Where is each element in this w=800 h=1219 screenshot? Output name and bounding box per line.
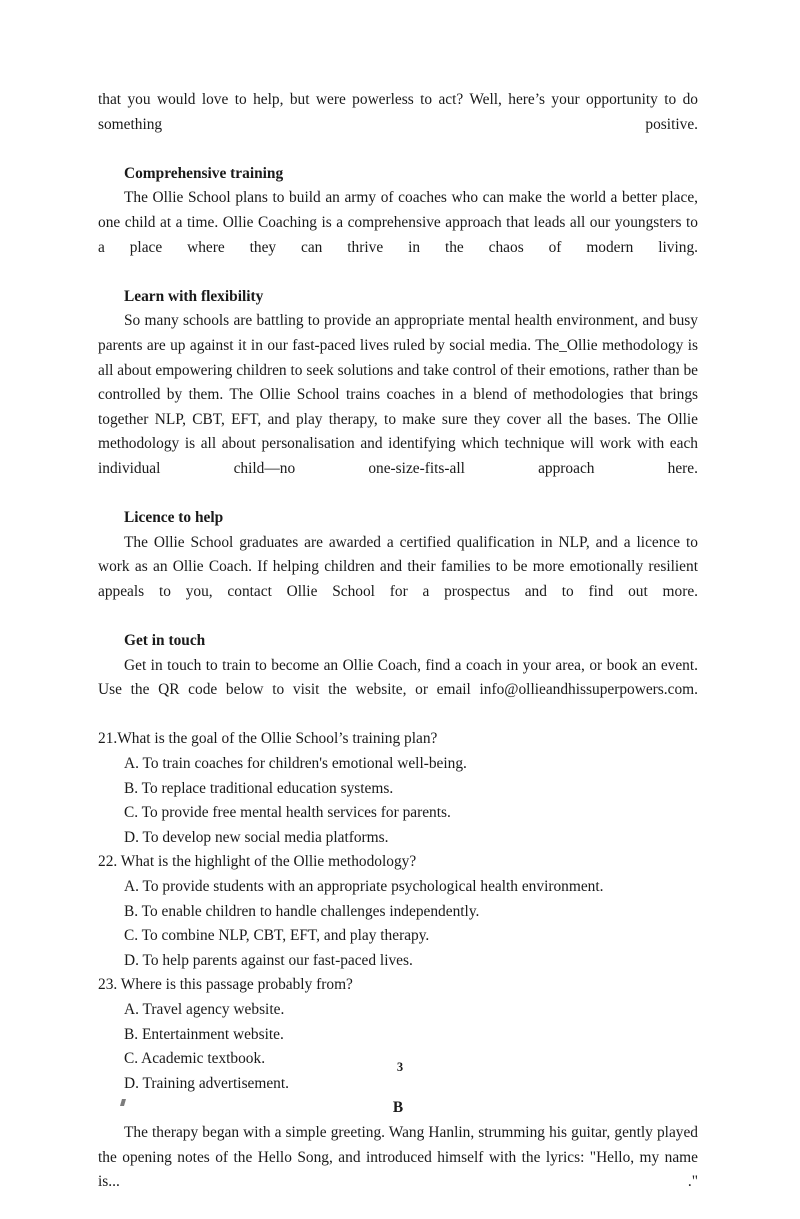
question-22-option-d[interactable]: D. To help parents against our fast-paced lives.	[124, 951, 413, 969]
question-22-option-b[interactable]: B. To enable children to handle challenges independently.	[124, 902, 480, 920]
question-21-options	[98, 752, 698, 850]
section-heading-licence-to-help: Licence to help	[124, 509, 224, 527]
question-list	[98, 727, 698, 1096]
question-23-option-c[interactable]: C. Academic textbook.	[124, 1050, 266, 1068]
question-23	[98, 973, 698, 1096]
question-21-option-d[interactable]: D. To develop new social media platforms.	[124, 828, 389, 846]
section-paragraph-licence-to-help: The Ollie School graduates are awarded a certified qualification in NLP, and a licence to work as an Ollie Coach. If helping children and their families to be more emotionally resilient appeals to you, contact Ollie School for a prospectus and to find out more.	[98, 533, 698, 600]
part-b-label: B	[392, 1099, 404, 1117]
question-23-option-a[interactable]: A. Travel agency website.	[124, 1000, 285, 1018]
question-22-options	[98, 875, 698, 973]
part-b-paragraph: The therapy began with a simple greeting. Wang Hanlin, strumming his guitar, gently played the opening notes of the Hello Song, and introduced himself with the lyrics: "Hello, my name is... ."	[98, 1123, 698, 1191]
question-22-option-c[interactable]: C. To combine NLP, CBT, EFT, and play therapy.	[124, 927, 430, 945]
section-heading-learn-with-flexibility: Learn with flexibility	[124, 287, 264, 305]
question-21-stem: 21.What is the goal of the Ollie School’s training plan?	[98, 730, 438, 748]
section-paragraph-learn-with-flexibility: So many schools are battling to provide an appropriate mental health environment, and busy parents are up against it in our fast-paced lives ruled by social media. The_Ollie methodology is all about empowering children to seek solutions and take control of their emotions, rather than be controlled by them. The Ollie School trains coaches in a blend of methodologies that brings together NLP, CBT, EFT, and play therapy, to make sure they cover all the bases. The Ollie methodology is all about personalisation and identifying which technique will work with each individual child—no one-size-fits-all approach here.	[98, 312, 698, 477]
question-23-option-d[interactable]: D. Training advertisement.	[124, 1074, 290, 1092]
section-heading-comprehensive-training: Comprehensive training	[124, 164, 284, 182]
text-column	[98, 88, 698, 1219]
question-23-options	[98, 998, 698, 1096]
question-22-option-a[interactable]: A. To provide students with an appropriate psychological health environment.	[124, 878, 604, 895]
section-heading-get-in-touch: Get in touch	[124, 632, 206, 650]
question-21	[98, 727, 698, 850]
question-21-option-b[interactable]: B. To replace traditional education systems.	[124, 779, 394, 797]
continued-paragraph: that you would love to help, but were powerless to act? Well, here’s your opportunity to do something positive.	[98, 91, 698, 133]
question-22-stem: 22. What is the highlight of the Ollie methodology?	[98, 853, 417, 871]
section-paragraph-comprehensive-training: The Ollie School plans to build an army of coaches who can make the world a better place, one child at a time. Ollie Coaching is a comprehensive approach that leads all our youngsters to a place where they can thrive in the chaos of modern living.	[98, 189, 698, 256]
page-number: 3	[396, 1060, 404, 1074]
question-21-option-c[interactable]: C. To provide free mental health services for parents.	[124, 804, 451, 822]
question-23-stem: 23. Where is this passage probably from?	[98, 976, 353, 994]
section-paragraph-get-in-touch: Get in touch to train to become an Ollie Coach, find a coach in your area, or book an event. Use the QR code below to visit the website, or email info@ollieandhissuperpowers.com.	[98, 656, 698, 699]
question-21-option-a[interactable]: A. To train coaches for children's emotional well-being.	[124, 755, 467, 773]
question-23-option-b[interactable]: B. Entertainment website.	[124, 1025, 284, 1043]
question-22	[98, 850, 698, 973]
